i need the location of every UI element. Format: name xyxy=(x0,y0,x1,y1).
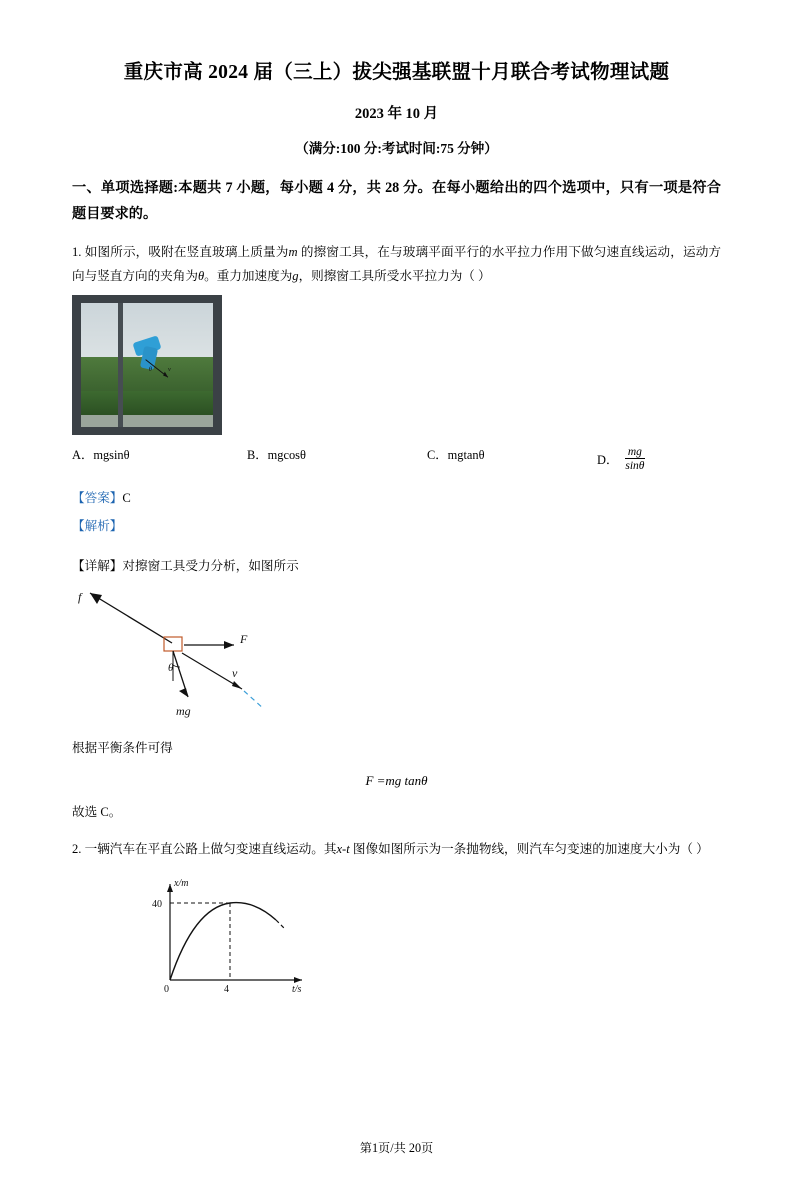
option-a[interactable]: A．mgsinθ xyxy=(72,447,130,462)
photo-window-frame-right xyxy=(213,295,222,435)
q1-line2-part1: 动，运动方向与竖直方向的夹角为 xyxy=(72,244,722,284)
formula-line: F =mg tanθ xyxy=(365,773,428,789)
force-diagram xyxy=(72,585,292,725)
question-1-options xyxy=(72,445,721,474)
answer-label: 【答案】 xyxy=(72,491,123,506)
svg-text:f: f xyxy=(78,590,82,605)
balance-text: 根据平衡条件可得 xyxy=(72,741,173,756)
section-heading: 一、单项选择题:本题共 7 小题，每小题 4 分，共 28 分。在每小题给出的四个选项中，只有一项是符合题目要求的。 xyxy=(72,180,721,223)
q2-line1-part2: 图像如图所示为一条抛物线，则汽车匀变速的加速度大 xyxy=(349,841,656,856)
photo-window-frame-left xyxy=(72,295,81,435)
option-d-denominator: sinθ xyxy=(625,460,645,472)
answer-line xyxy=(72,487,721,511)
q2-line2: 小为（ ） xyxy=(655,841,709,856)
question-1-text xyxy=(72,240,721,289)
photo-window-frame-bottom xyxy=(72,427,222,435)
force-diagram-wrap xyxy=(72,585,721,725)
question-2-text xyxy=(72,837,721,862)
photo-window-frame-top xyxy=(72,295,222,303)
option-b[interactable]: B．mgcosθ xyxy=(247,447,306,462)
q2-line1-part1: 2. 一辆汽车在平直公路上做匀变速直线运动。其 xyxy=(72,841,337,856)
conclusion-text: 故选 C。 xyxy=(72,805,122,820)
option-d[interactable] xyxy=(597,445,647,474)
svg-text:v: v xyxy=(232,666,238,681)
photo-velocity-arrow-icon xyxy=(144,357,176,383)
question-1-photo-wrap xyxy=(72,295,721,435)
q1-line1-part1: 1. 如图所示，吸附在竖直玻璃上质量为 xyxy=(72,244,289,259)
svg-text:F: F xyxy=(240,632,248,647)
page-title: 重庆市高 2024 届（三上）拔尖强基联盟十月联合考试物理试题 xyxy=(123,62,670,83)
svg-text:θ: θ xyxy=(148,365,152,373)
svg-text:t/s: t/s xyxy=(292,983,302,992)
q1-symbol-g: g xyxy=(292,269,299,284)
q1-line2-part2: 。重力加速度为 xyxy=(204,269,293,284)
q1-symbol-theta: θ xyxy=(197,269,205,284)
svg-text:0: 0 xyxy=(164,983,169,992)
analysis-line xyxy=(72,515,721,539)
option-d-fraction xyxy=(622,445,647,474)
svg-text:θ: θ xyxy=(168,662,174,675)
window-cleaner-photo xyxy=(72,295,222,435)
analysis-label: 【解析】 xyxy=(72,519,123,534)
q1-line2-part3: ，则擦窗工具所受水平拉力为（ ） xyxy=(298,269,491,284)
svg-text:40: 40 xyxy=(152,898,162,910)
svg-text:4: 4 xyxy=(224,983,229,992)
q1-symbol-m: m xyxy=(288,244,298,259)
svg-text:mg: mg xyxy=(176,704,191,719)
option-d-numerator: mg xyxy=(625,446,645,459)
document-page xyxy=(0,56,793,1178)
detail-line: 【详解】对擦窗工具受力分析，如图所示 xyxy=(72,559,299,574)
exam-date: 2023 年 10 月 xyxy=(354,106,439,122)
photo-window-mullion xyxy=(118,295,123,435)
q2-symbol-xt: x-t xyxy=(336,841,350,856)
svg-text:v: v xyxy=(168,365,171,373)
xt-graph-wrap xyxy=(142,872,721,992)
q1-line1-part2: 的擦窗工具，在与玻璃平面平行的水平拉力作用下做匀速直线运 xyxy=(297,244,658,259)
option-d-label: D． xyxy=(597,453,619,467)
xt-graph xyxy=(142,872,322,992)
option-c[interactable]: C．mgtanθ xyxy=(427,447,485,462)
exam-subtitle: （满分:100 分:考试时间:75 分钟） xyxy=(295,141,498,156)
answer-value: C xyxy=(122,491,131,506)
svg-text:x/m: x/m xyxy=(174,877,189,889)
page-footer: 第1页/共 20页 xyxy=(359,1141,434,1155)
